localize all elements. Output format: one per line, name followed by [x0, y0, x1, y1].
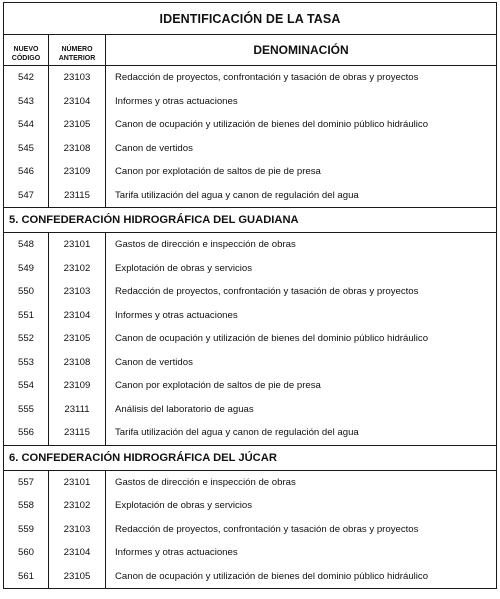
row-new-code: 559: [4, 518, 49, 542]
row-denomination: Canon de vertidos: [106, 137, 497, 161]
table-row: [4, 351, 497, 375]
table-row: [4, 184, 497, 208]
table-row: [4, 304, 497, 328]
header-old-number: [49, 35, 106, 66]
row-old-number: 23108: [49, 137, 106, 161]
row-denomination: Canon por explotación de saltos de pie de presa: [106, 374, 497, 398]
table-row: [4, 280, 497, 304]
table-row: [4, 257, 497, 281]
row-denomination: Canon de vertidos: [106, 351, 497, 375]
row-new-code: 551: [4, 304, 49, 328]
row-old-number: 23102: [49, 257, 106, 281]
row-new-code: 546: [4, 160, 49, 184]
row-new-code: 552: [4, 327, 49, 351]
table-row: [4, 398, 497, 422]
table-row: [4, 66, 497, 90]
table-row: [4, 327, 497, 351]
row-denomination: Redacción de proyectos, confrontación y tasación de obras y proyectos: [106, 518, 497, 542]
row-new-code: 555: [4, 398, 49, 422]
row-denomination: Gastos de dirección e inspección de obras: [106, 470, 497, 494]
header-new-code-line2: CÓDIGO: [11, 55, 41, 62]
table-row: [4, 541, 497, 565]
row-new-code: 544: [4, 113, 49, 137]
row-old-number: 23101: [49, 233, 106, 257]
row-old-number: 23103: [49, 518, 106, 542]
row-denomination: Canon de ocupación y utilización de bienes del dominio público hidráulico: [106, 113, 497, 137]
row-new-code: 556: [4, 421, 49, 445]
row-denomination: Análisis del laboratorio de aguas: [106, 398, 497, 422]
row-new-code: 560: [4, 541, 49, 565]
row-new-code: 549: [4, 257, 49, 281]
row-denomination: Canon de ocupación y utilización de bienes del dominio público hidráulico: [106, 327, 497, 351]
row-old-number: 23108: [49, 351, 106, 375]
row-new-code: 561: [4, 565, 49, 589]
row-denomination: Informes y otras actuaciones: [106, 541, 497, 565]
row-new-code: 553: [4, 351, 49, 375]
row-old-number: 23115: [49, 184, 106, 208]
rows-group-c: [4, 470, 497, 589]
row-new-code: 547: [4, 184, 49, 208]
row-denomination: Canon de ocupación y utilización de bienes del dominio público hidráulico: [106, 565, 497, 589]
row-old-number: 23101: [49, 470, 106, 494]
section-header-guadiana: [4, 208, 497, 233]
row-denomination: Redacción de proyectos, confrontación y tasación de obras y proyectos: [106, 280, 497, 304]
section-header-jucar: [4, 445, 497, 470]
row-new-code: 548: [4, 233, 49, 257]
table-row: [4, 518, 497, 542]
row-old-number: 23105: [49, 327, 106, 351]
row-new-code: 550: [4, 280, 49, 304]
table-row: [4, 470, 497, 494]
header-old-number-line1: NÚMERO: [61, 46, 93, 53]
row-old-number: 23105: [49, 113, 106, 137]
section-title: 5. CONFEDERACIÓN HIDROGRÁFICA DEL GUADIANA: [4, 208, 497, 233]
row-old-number: 23109: [49, 160, 106, 184]
row-new-code: 543: [4, 90, 49, 114]
table-row: [4, 137, 497, 161]
rows-group-a: [4, 66, 497, 208]
header-new-code: [4, 35, 49, 66]
row-old-number: 23104: [49, 90, 106, 114]
row-old-number: 23103: [49, 280, 106, 304]
rows-group-b: [4, 233, 497, 446]
row-denomination: Tarifa utilización del agua y canon de regulación del agua: [106, 184, 497, 208]
table-row: [4, 90, 497, 114]
row-old-number: 23109: [49, 374, 106, 398]
row-denomination: Explotación de obras y servicios: [106, 257, 497, 281]
row-old-number: 23105: [49, 565, 106, 589]
row-new-code: 558: [4, 494, 49, 518]
section-title: 6. CONFEDERACIÓN HIDROGRÁFICA DEL JÚCAR: [4, 445, 497, 470]
row-denomination: Gastos de dirección e inspección de obras: [106, 233, 497, 257]
row-denomination: Redacción de proyectos, confrontación y tasación de obras y proyectos: [106, 66, 497, 90]
row-new-code: 542: [4, 66, 49, 90]
document-page: [3, 2, 496, 596]
row-old-number: 23115: [49, 421, 106, 445]
table-row: [4, 233, 497, 257]
table-row: [4, 374, 497, 398]
row-denomination: Informes y otras actuaciones: [106, 90, 497, 114]
row-old-number: 23111: [49, 398, 106, 422]
header-denomination: DENOMINACIÓN: [106, 35, 497, 66]
header-new-code-line1: NUEVO: [13, 46, 39, 53]
table-row: [4, 421, 497, 445]
row-old-number: 23103: [49, 66, 106, 90]
table-row: [4, 494, 497, 518]
table-title: IDENTIFICACIÓN DE LA TASA: [4, 3, 497, 35]
table-row: [4, 160, 497, 184]
row-new-code: 545: [4, 137, 49, 161]
row-old-number: 23104: [49, 304, 106, 328]
table-row: [4, 113, 497, 137]
table-row: [4, 565, 497, 589]
row-denomination: Informes y otras actuaciones: [106, 304, 497, 328]
row-denomination: Canon por explotación de saltos de pie de presa: [106, 160, 497, 184]
row-old-number: 23102: [49, 494, 106, 518]
row-new-code: 554: [4, 374, 49, 398]
row-old-number: 23104: [49, 541, 106, 565]
header-old-number-line2: ANTERIOR: [58, 55, 96, 62]
row-denomination: Explotación de obras y servicios: [106, 494, 497, 518]
row-denomination: Tarifa utilización del agua y canon de regulación del agua: [106, 421, 497, 445]
row-new-code: 557: [4, 470, 49, 494]
tasas-table: [3, 2, 497, 589]
